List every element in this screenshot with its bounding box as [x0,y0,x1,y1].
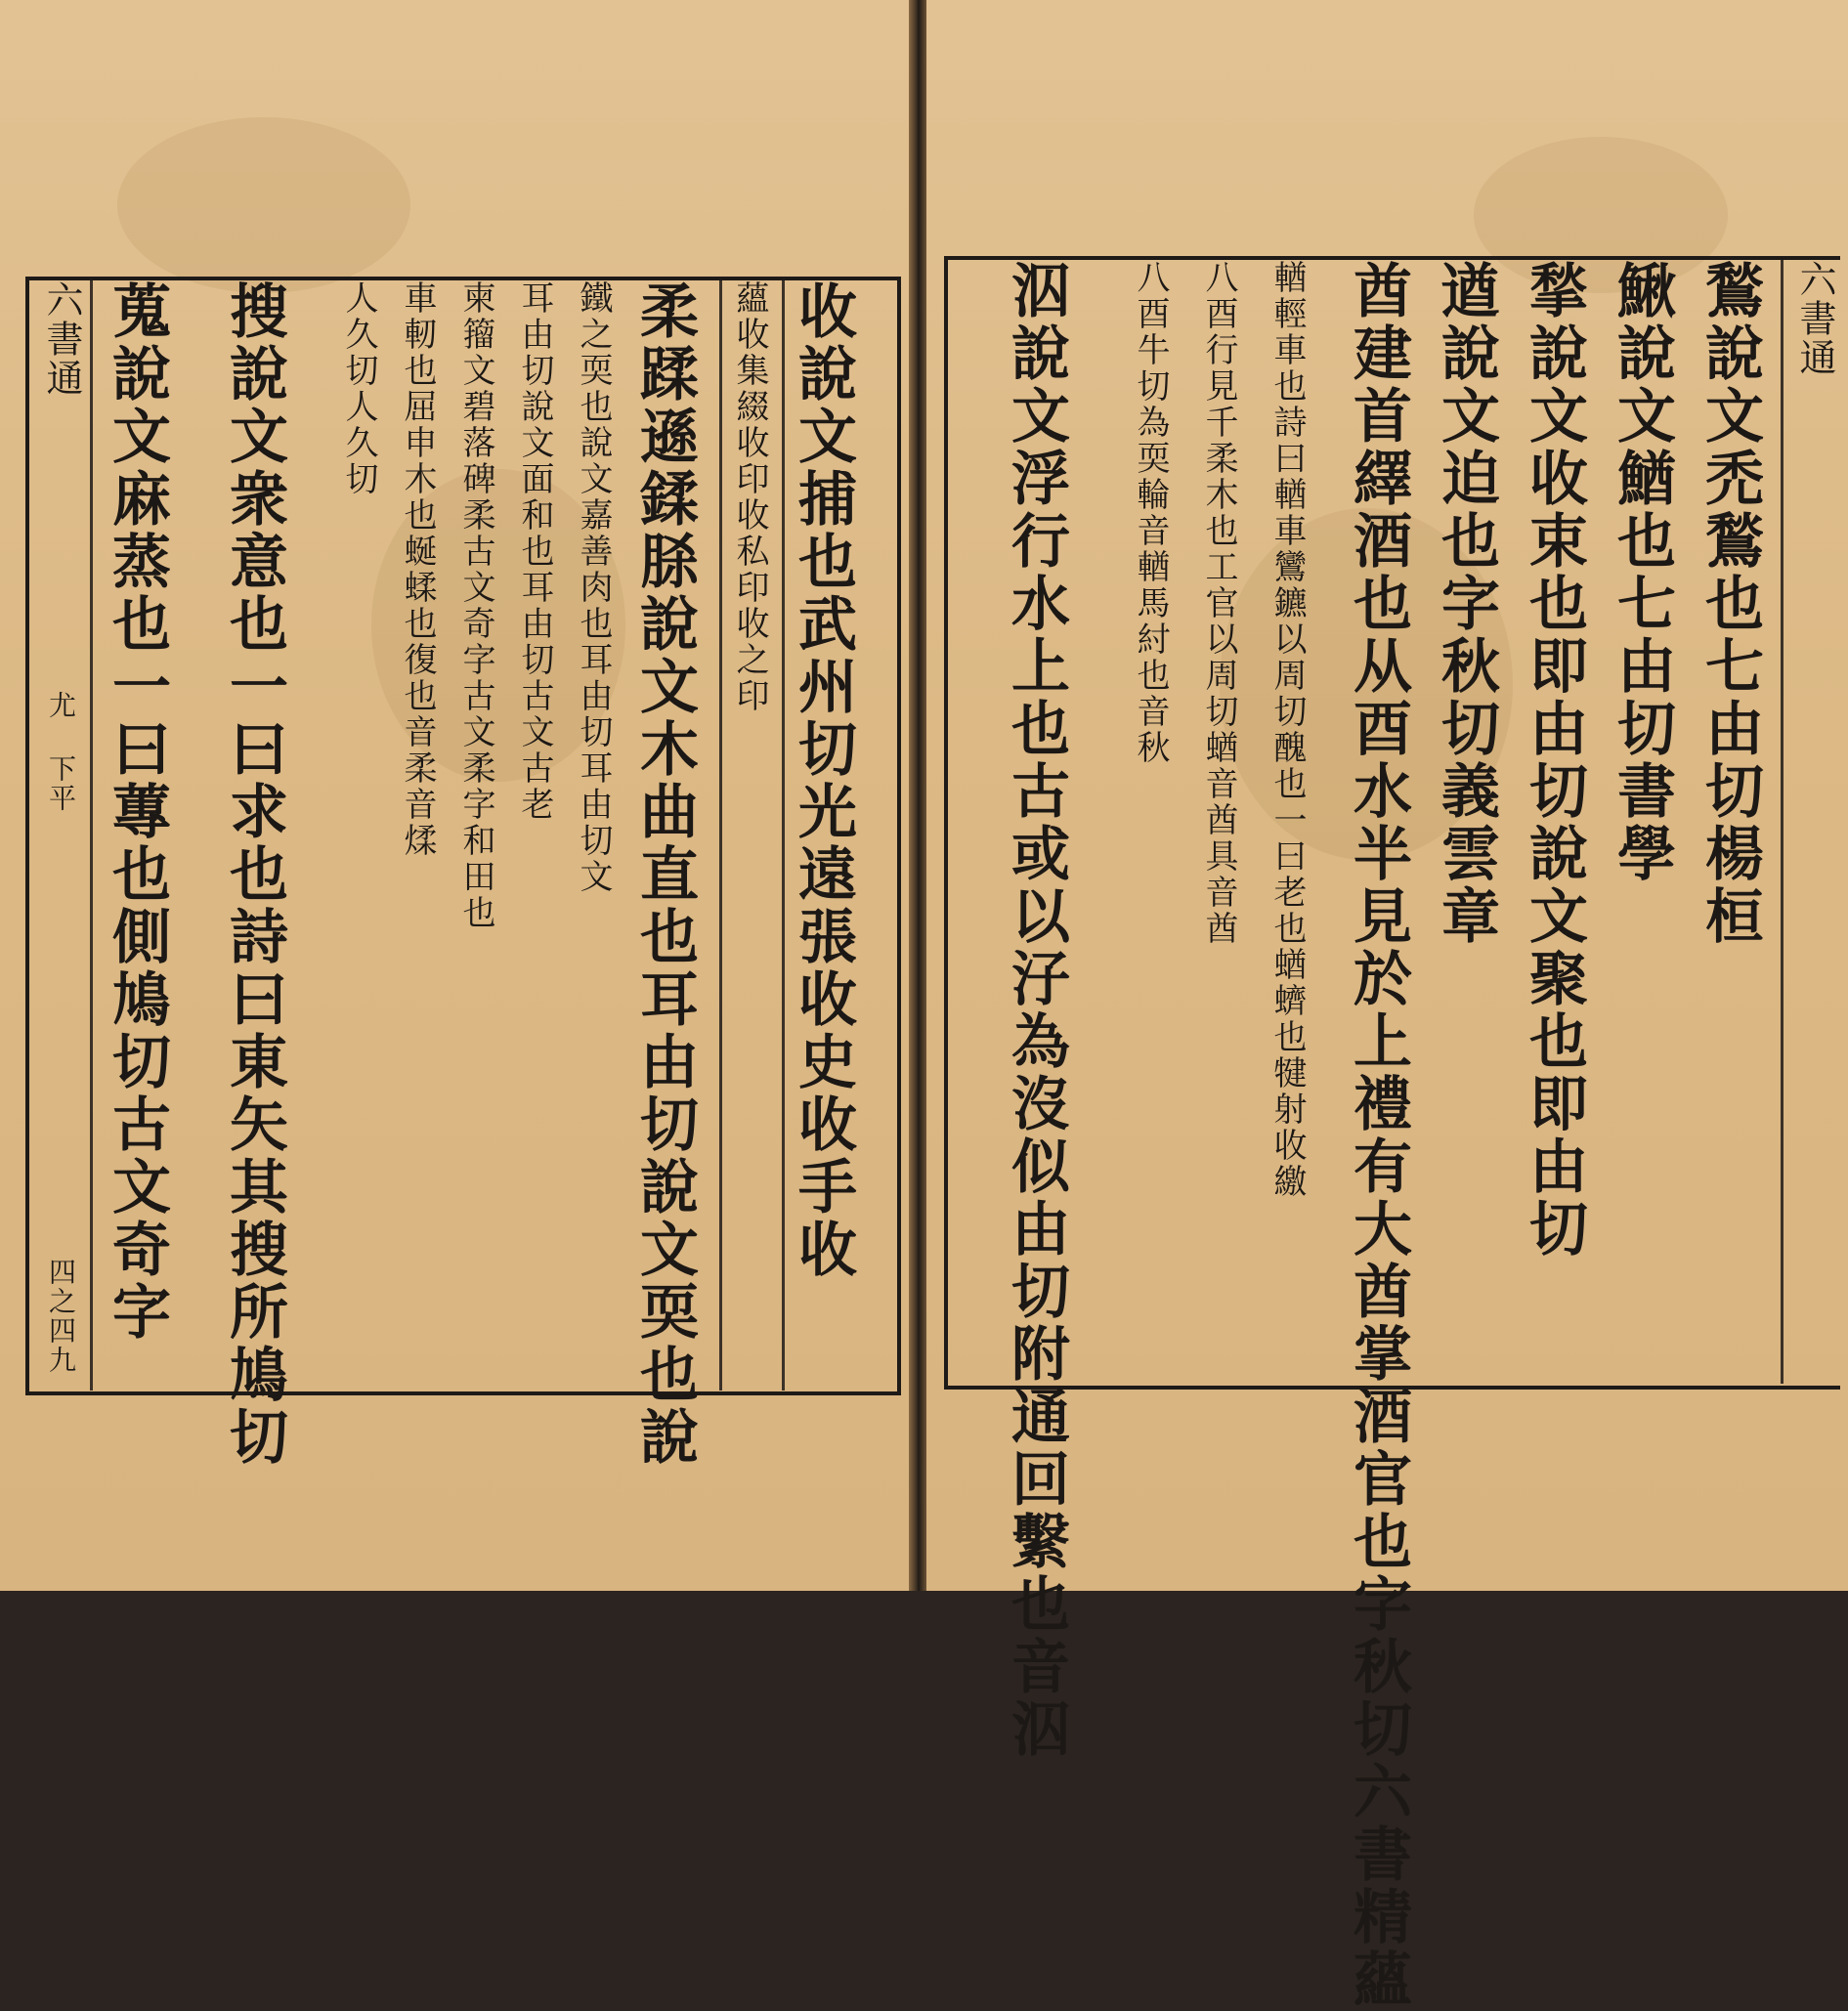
margin-title: 六書通 [40,280,83,398]
paper-stain [117,117,410,293]
column-rule [90,280,93,1391]
column-rule [719,280,722,1391]
text-column: 蒐說文麻蒸也一曰蓴也側鳩切古文奇字 [103,280,171,1344]
left-page [0,0,909,1591]
text-column: 車軔也屈申木也蜒蝚也復也音柔音煣 [398,280,437,859]
column-rule [1781,260,1784,1384]
text-column: 收說文捕也武州切光遠張收史收手收 [789,280,857,1281]
text-column: 蘊收集綴收印收私印收之印 [730,280,769,714]
text-column: 耳由切說文面和也耳由切古文古老 [515,280,554,823]
margin-title: 六書通 [1793,260,1836,377]
text-column: 輶輕車也詩曰輶車鸞鑣以周切醜也一曰老也蝤蠐也犍射收繳 [1268,260,1307,1200]
text-column: 揫說文收束也即由切說文聚也即由切 [1520,260,1588,1261]
text-column: 柔蹂遜鍒脎說文木曲直也耳由切說文耎也說 [630,280,699,1469]
text-column: 遒說文迫也字秋切義雲章 [1432,260,1500,948]
text-column: 人久切人久切 [339,280,378,497]
left-page-frame [25,277,901,1469]
text-column: 鐵之耎也說文嘉善肉也耳由切耳由切文 [574,280,613,895]
margin-section: 尤 下平 [45,691,77,813]
column-rule [782,280,785,1391]
text-column: 八酉牛切為耎輪音輶馬紂也音秋 [1131,260,1170,766]
text-column: 泅說文浮行水上也古或以汓為沒似由切附通回繫也音泅 [1002,260,1070,1761]
right-page-frame [944,256,1840,2011]
text-column: 搜說文衆意也一曰求也詩曰東矢其搜所鳩切 [220,280,288,1469]
text-column: 鶖說文禿鶖也七由切楊桓 [1696,260,1764,948]
book-spine [909,0,926,1591]
text-column: 鰍說文鰌也七由切書學 [1608,260,1676,885]
right-page [926,0,1848,2011]
text-column: 酋建首繹酒也从酉水半見於上禮有大酋掌酒官也字秋切六書精蘊 [1344,260,1412,2011]
text-column: 柬籀文碧落碑柔古文奇字古文柔字和田也 [456,280,495,931]
text-column: 八酉行見千柔木也工官以周切蝤音酋具音酋 [1199,260,1238,947]
page-number: 四之四九 [45,1258,77,1375]
